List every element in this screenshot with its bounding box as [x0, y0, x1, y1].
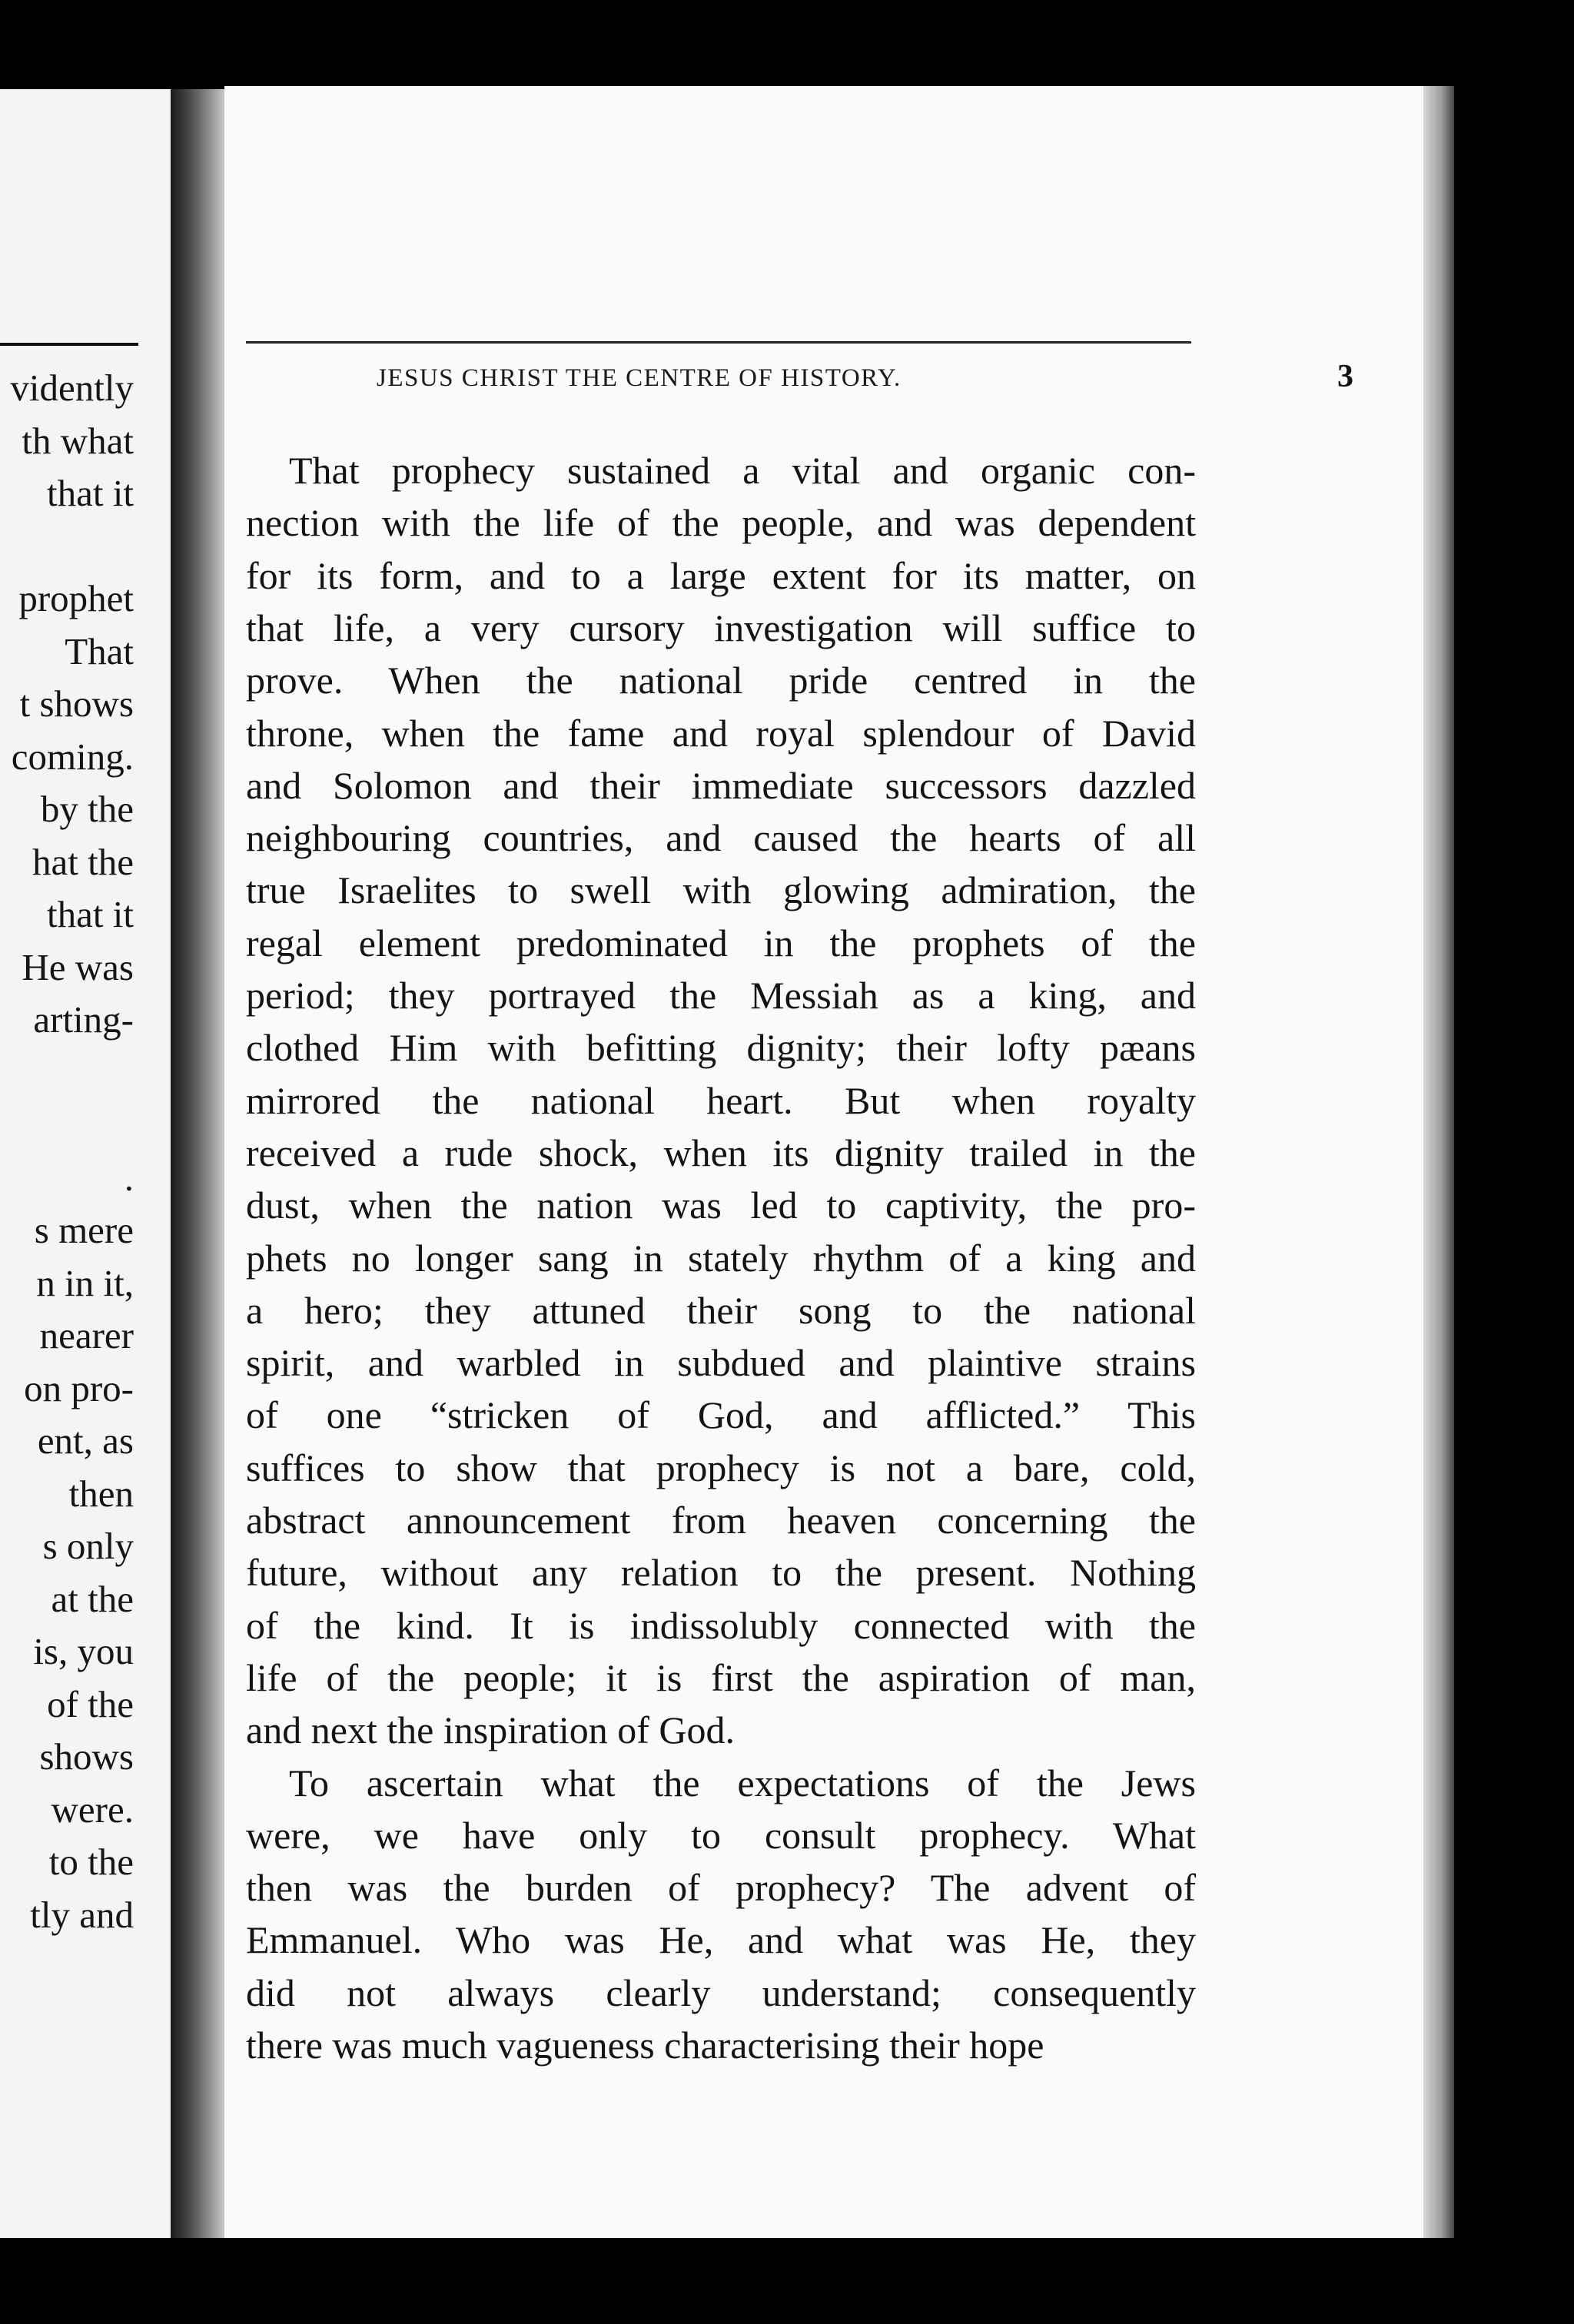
body-line: regal element predominated in the prophets of the: [246, 921, 1196, 964]
body-line: a hero; they attuned their song to the national: [246, 1288, 1196, 1332]
left-page-line: is, you: [33, 1630, 134, 1672]
left-page-line: of the: [47, 1682, 134, 1725]
body-line: then was the burden of prophecy? The advent of: [246, 1866, 1196, 1910]
left-page-line: hat the: [32, 840, 134, 883]
left-page-line: vidently: [10, 367, 134, 409]
right-main-page: [224, 86, 1423, 2238]
body-line: abstract announcement from heaven concerning the: [246, 1499, 1196, 1542]
body-line: were, we have only to consult prophecy. What: [246, 1813, 1196, 1857]
left-page-line: to the: [48, 1841, 134, 1883]
left-page-line: that it: [47, 472, 134, 514]
body-line: suffices to show that prophecy is not a bare, cold,: [246, 1446, 1196, 1489]
left-page-line: nearer: [39, 1314, 134, 1356]
left-page-line: s only: [42, 1525, 134, 1567]
running-title: JESUS CHRIST THE CENTRE OF HISTORY.: [377, 364, 902, 392]
body-line: mirrored the national heart. But when royalty: [246, 1078, 1196, 1122]
body-line: spirit, and warbled in subdued and plaintive strains: [246, 1341, 1196, 1385]
body-line: neighbouring countries, and caused the hearts of all: [246, 816, 1196, 860]
body-line: received a rude shock, when its dignity trailed in the: [246, 1130, 1196, 1174]
body-line: future, without any relation to the present. Nothing: [246, 1551, 1196, 1595]
body-line: nection with the life of the people, and was dependent: [246, 501, 1196, 545]
body-line: dust, when the nation was led to captivity, the pro-: [246, 1184, 1196, 1227]
body-line: period; they portrayed the Messiah as a king, and: [246, 974, 1196, 1017]
body-line: clothed Him with befitting dignity; their lofty pæans: [246, 1026, 1196, 1070]
left-page-line: s mere: [34, 1209, 134, 1251]
left-page-line: were.: [51, 1788, 134, 1831]
left-page-line: coming.: [11, 735, 134, 778]
left-page-line: shows: [39, 1735, 134, 1778]
page-edge-shadow: [1423, 86, 1454, 2238]
left-page-line: prophet: [18, 577, 134, 619]
body-line: prove. When the national pride centred in the: [246, 659, 1196, 702]
body-line: and Solomon and their immediate successors dazzled: [246, 763, 1196, 807]
body-line: To ascertain what the expectations of the Jews: [289, 1761, 1196, 1804]
body-line: of one “stricken of God, and afflicted.” This: [246, 1393, 1196, 1437]
body-line: phets no longer sang in stately rhythm of a king and: [246, 1236, 1196, 1280]
page-number: 3: [1337, 359, 1353, 394]
body-line: that life, a very cursory investigation will suffice to: [246, 606, 1196, 649]
left-page-line: That: [65, 629, 134, 672]
body-line: life of the people; it is first the aspiration of man,: [246, 1655, 1196, 1699]
header-rule: [246, 341, 1191, 344]
left-page-line: by the: [40, 788, 134, 830]
running-head: [377, 278, 1422, 394]
left-page-head-rule: [0, 343, 138, 346]
body-line: throne, when the fame and royal splendour of David: [246, 711, 1196, 755]
left-page-line: ent, as: [37, 1419, 134, 1462]
left-page-line: arting-: [33, 998, 134, 1041]
left-page-line: .: [124, 1156, 134, 1199]
left-page-line: He was: [22, 945, 134, 988]
left-page-line: at the: [51, 1577, 134, 1620]
left-page-line: t shows: [19, 682, 134, 725]
left-page-line: tly and: [30, 1893, 134, 1936]
body-line: of the kind. It is indissolubly connected with the: [246, 1603, 1196, 1647]
left-page-line: that it: [47, 893, 134, 935]
body-line: true Israelites to swell with glowing admiration, the: [246, 868, 1196, 912]
left-page-line: th what: [22, 419, 134, 462]
body-line: That prophecy sustained a vital and organic con-: [289, 449, 1196, 492]
book-gutter: [171, 89, 224, 2238]
body-line: and next the inspiration of God.: [246, 1708, 735, 1752]
left-page-line: then: [68, 1472, 134, 1515]
body-line: Emmanuel. Who was He, and what was He, they: [246, 1918, 1196, 1962]
bottom-background: [0, 2238, 1574, 2324]
left-facing-page: [0, 89, 171, 2238]
left-page-line: on pro-: [24, 1366, 134, 1409]
body-line: there was much vagueness characterising their hope: [246, 2024, 1044, 2067]
body-line: for its form, and to a large extent for its matter, on: [246, 553, 1196, 597]
body-line: did not always clearly understand; consequently: [246, 1970, 1196, 2014]
left-page-line: n in it,: [36, 1261, 134, 1304]
